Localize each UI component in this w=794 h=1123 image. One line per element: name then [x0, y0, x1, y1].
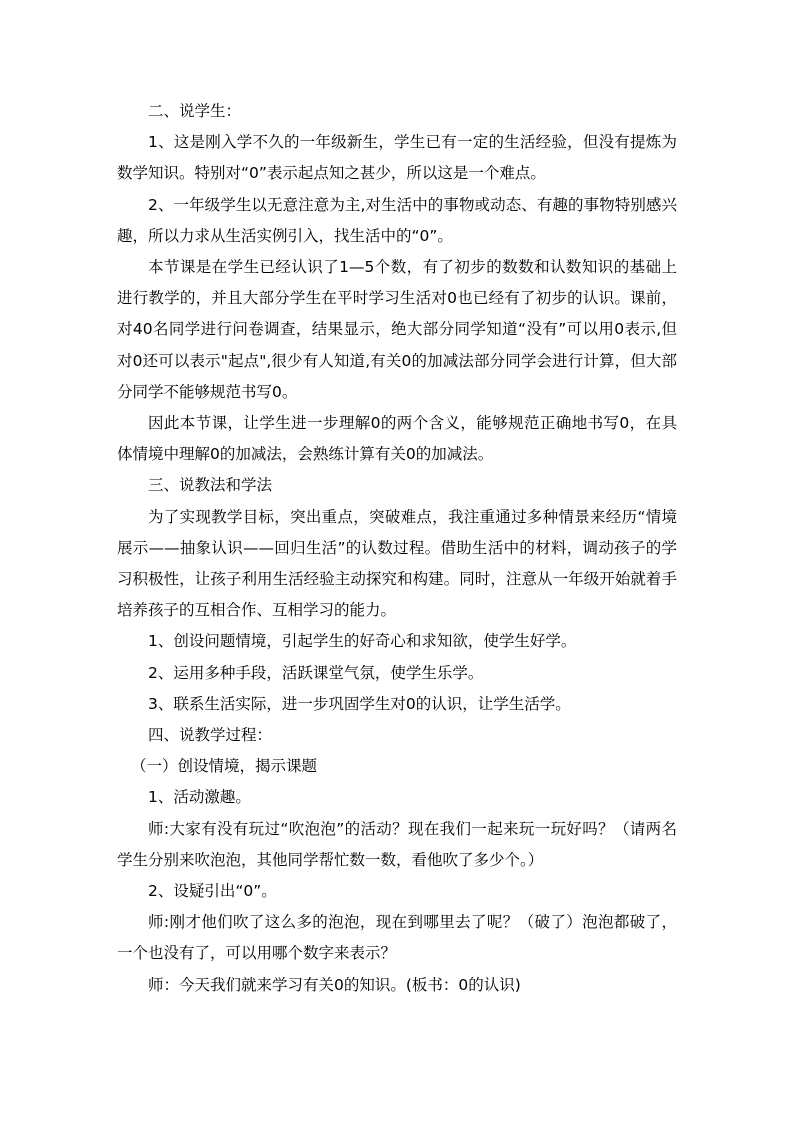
list-item: 2、运用多种手段，活跃课堂气氛，使学生乐学。	[148, 663, 484, 682]
paragraph: 师：今天我们就来学习有关0的知识。(板书：0的认识)	[148, 975, 521, 994]
paragraph: 2、一年级学生以无意注意为主,对生活中的事物或动态、有趣的事物特别感兴趣，所以力求从生活实例引入，找生活中的“0”。	[117, 195, 677, 245]
list-item: 1、创设问题情境，引起学生的好奇心和求知欲，使学生好学。	[148, 632, 577, 651]
list-item: 1、活动激趣。	[148, 788, 251, 807]
paragraph: 本节课是在学生已经认识了1—5个数，有了初步的数数和认数知识的基础上进行教学的，并且大部分学生在平时学习生活对0也已经有了初步的认识。课前，对40名同学进行问卷调查，结果显示，绝大部分同学知道“没有”可以用0表示,但对0还可以表示"起点",很少有人知道,有关0的加减法部分同学会进行计算，但大部分同学不能够规范书写0。	[117, 258, 677, 401]
heading-students: 二、说学生：	[148, 102, 242, 120]
document-body	[117, 96, 677, 1001]
paragraph: 师:大家有没有玩过“吹泡泡”的活动？现在我们一起来玩一玩好吗？（请两名学生分别来吹泡泡，其他同学帮忙数一数，看他吹了多少个。）	[117, 819, 677, 869]
list-item: 2、设疑引出“0”。	[148, 882, 277, 901]
heading-process: 四、说教学过程：	[148, 726, 273, 745]
paragraph: 为了实现教学目标，突出重点，突破难点，我注重通过多种情景来经历“情境展示——抽象认识——回归生活”的认数过程。借助生活中的材料，调动孩子的学习积极性，让孩子利用生活经验主动探究和构建。同时，注意从一年级开始就着手培养孩子的互相合作、互相学习的能力。	[117, 507, 677, 620]
paragraph: 师:刚才他们吹了这么多的泡泡，现在到哪里去了呢？（破了）泡泡都破了，一个也没有了，可以用哪个数字来表示？	[117, 913, 677, 963]
subheading: （一）创设情境，揭示课题	[131, 757, 318, 776]
heading-methods: 三、说教法和学法	[148, 476, 273, 495]
list-item: 3、联系生活实际，进一步巩固学生对0的认识，让学生活学。	[148, 694, 571, 713]
paragraph: 因此本节课，让学生进一步理解0的两个含义，能够规范正确地书写0，在具体情境中理解0的加减法，会熟练计算有关0的加减法。	[117, 414, 677, 464]
paragraph: 1、这是刚入学不久的一年级新生，学生已有一定的生活经验，但没有提炼为数学知识。特别对“0”表示起点知之甚少，所以这是一个难点。	[117, 133, 677, 183]
